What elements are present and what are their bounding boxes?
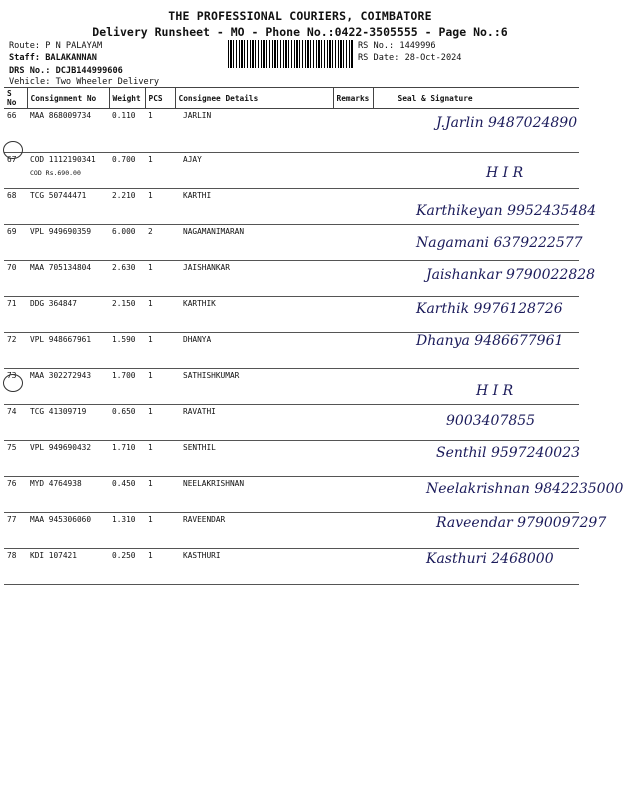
pieces-count [145,297,175,333]
consignment-number-text: COD 1112190341 [30,155,96,164]
signature-cell [373,109,579,153]
table-row [4,225,579,261]
signature-cell [373,369,579,405]
serial-number [4,513,27,549]
consignment-number [27,261,109,297]
handwritten-signature: H I R [486,165,524,181]
signature-cell [373,225,583,261]
serial-number [4,549,27,585]
signature-cell [373,297,579,333]
column-header: PCS [145,88,175,109]
weight-value-text: 6.000 [112,227,136,236]
consignment-number [27,549,109,585]
consignment-number [27,189,109,225]
pieces-count [145,225,175,261]
remarks-cell [333,477,373,513]
consignee-name [175,109,333,153]
pieces-count-text: 1 [148,155,153,164]
consignment-number-text: VPL 949690359 [30,227,92,236]
weight-value-text: 0.650 [112,407,136,416]
runsheet-table [4,87,623,585]
weight-value-text: 0.450 [112,479,136,488]
signature-cell [373,153,579,189]
consignment-number [27,297,109,333]
consignee-name [175,513,333,549]
consignee-name-text: KARTHI [183,191,212,200]
handwritten-signature: H I R [476,383,514,399]
pieces-count [145,333,175,369]
weight-value-text: 1.590 [112,335,136,344]
pieces-count [145,109,175,153]
remarks-cell [333,549,373,585]
consignee-name [175,369,333,405]
pieces-count-text: 1 [148,299,153,308]
remarks-cell [333,225,373,261]
pieces-count-text: 1 [148,335,153,344]
table-row [4,513,579,549]
remarks-cell [333,405,373,441]
consignment-number-text: DDG 364847 [30,299,77,308]
pieces-count [145,513,175,549]
consignee-name-text: RAVATHI [183,407,216,416]
weight-value-text: 0.250 [112,551,136,560]
signature-cell [373,189,597,225]
signature-cell [373,441,579,477]
vehicle-label: Vehicle: Two Wheeler Delivery [9,77,160,87]
weight-value [109,225,145,261]
handwritten-signature: Nagamani 6379222577 [416,235,583,251]
consignment-number-text: VPL 949690432 [30,443,92,452]
consignment-number-text: MAA 302272943 [30,371,92,380]
consignee-name-text: AJAY [183,155,202,164]
consignment-number [27,153,109,189]
serial-number-text: 71 [7,299,17,308]
pieces-count-text: 1 [148,551,153,560]
weight-value-text: 0.110 [112,111,136,120]
consignee-name-text: KARTHIK [183,299,216,308]
column-header: Consignee Details [175,88,333,109]
document-subtitle: Delivery Runsheet - MO - Phone No.:0422-3505555 - Page No.:6 [92,25,508,39]
pieces-count [145,189,175,225]
consignee-name [175,297,333,333]
rs-date: RS Date: 28-Oct-2024 [358,53,462,63]
serial-number-text: 70 [7,263,17,272]
weight-value [109,477,145,513]
handwritten-signature: Karthik 9976128726 [416,301,563,317]
weight-value-text: 2.210 [112,191,136,200]
weight-value [109,369,145,405]
consignment-number-text: MAA 945306060 [30,515,92,524]
pieces-count-text: 1 [148,111,153,120]
consignee-name-text: DHANYA [183,335,212,344]
signature-cell [373,477,623,513]
weight-value [109,549,145,585]
remarks-cell [333,189,373,225]
remarks-cell [333,441,373,477]
remarks-cell [333,153,373,189]
weight-value [109,189,145,225]
pieces-count [145,153,175,189]
serial-number-text: 73 [7,371,17,380]
consignee-name-text: SENTHIL [183,443,216,452]
consignee-name-text: NAGAMANIMARAN [183,227,245,236]
signature-cell [373,261,596,297]
handwritten-signature: J.Jarlin 9487024890 [436,115,578,131]
remarks-cell [333,261,373,297]
serial-number-text: 76 [7,479,17,488]
pieces-count [145,405,175,441]
handwritten-signature: Raveendar 9790097297 [436,515,607,531]
consignment-number [27,369,109,405]
serial-number [4,225,27,261]
consignee-name-text: KASTHURI [183,551,221,560]
weight-value [109,261,145,297]
serial-number [4,261,27,297]
table-row [4,549,579,585]
consignment-number [27,225,109,261]
weight-value-text: 1.310 [112,515,136,524]
barcode [228,40,353,68]
pieces-count-text: 1 [148,263,153,272]
consignee-name [175,153,333,189]
column-header: Weight [109,88,145,109]
weight-value-text: 1.700 [112,371,136,380]
weight-value-text: 0.700 [112,155,136,164]
weight-value [109,405,145,441]
consignee-name [175,225,333,261]
consignment-number-text: MAA 705134804 [30,263,92,272]
weight-value [109,333,145,369]
remarks-cell [333,369,373,405]
consignment-number-text: MAA 868009734 [30,111,92,120]
column-header: Consignment No [27,88,109,109]
consignee-name-text: JARLIN [183,111,212,120]
weight-value [109,513,145,549]
serial-number-text: 66 [7,111,17,120]
table-row [4,109,579,153]
consignee-name [175,477,333,513]
consignment-number [27,477,109,513]
serial-number-text: 69 [7,227,17,236]
handwritten-circle-mark [3,374,23,392]
staff-label: Staff: BALAKANNAN [9,53,97,63]
pieces-count [145,549,175,585]
pieces-count-text: 1 [148,191,153,200]
remarks-cell [333,513,373,549]
weight-value [109,441,145,477]
table-row [4,297,579,333]
consignment-number-text: TCG 41309719 [30,407,87,416]
consignment-number-text: MYD 4764938 [30,479,82,488]
weight-value [109,153,145,189]
serial-number [4,405,27,441]
consignee-name [175,333,333,369]
weight-value [109,297,145,333]
consignee-name-text: NEELAKRISHNAN [183,479,245,488]
weight-value [109,109,145,153]
remarks-cell [333,333,373,369]
handwritten-circle-mark [3,141,23,159]
consignment-number [27,109,109,153]
consignment-number [27,513,109,549]
consignee-name [175,549,333,585]
handwritten-signature: Neelakrishnan 9842235000 [426,481,623,497]
pieces-count-text: 1 [148,515,153,524]
serial-number-text: 72 [7,335,17,344]
pieces-count [145,441,175,477]
serial-number-text: 74 [7,407,17,416]
table-row [4,333,579,369]
consignee-name [175,441,333,477]
column-header: Remarks [333,88,373,109]
document-title: THE PROFESSIONAL COURIERS, COIMBATORE [168,9,432,23]
consignment-number [27,441,109,477]
drs-number: DRS No.: DCJB144999606 [9,66,123,76]
table-row [4,153,579,189]
consignment-number-text: VPL 948667961 [30,335,92,344]
table-row [4,369,579,405]
consignee-name-text: RAVEENDAR [183,515,226,524]
pieces-count [145,261,175,297]
table-row [4,405,579,441]
serial-number-text: 78 [7,551,17,560]
handwritten-signature: Kasthuri 2468000 [426,551,554,567]
table-row [4,441,579,477]
table-row [4,261,579,297]
signature-cell [373,513,607,549]
consignment-number-text: TCG 50744471 [30,191,87,200]
remarks-cell [333,297,373,333]
table-row [4,189,579,225]
pieces-count-text: 1 [148,443,153,452]
serial-number [4,477,27,513]
table-row [4,477,579,513]
signature-cell [373,405,579,441]
consignee-name-text: JAISHANKAR [183,263,230,272]
weight-value-text: 2.150 [112,299,136,308]
pieces-count-text: 1 [148,407,153,416]
consignee-name [175,261,333,297]
handwritten-signature: Senthil 9597240023 [436,445,581,461]
handwritten-signature: Karthikeyan 9952435484 [416,203,597,219]
pieces-count [145,477,175,513]
handwritten-signature: 9003407855 [446,413,536,429]
serial-number-text: 68 [7,191,17,200]
pieces-count-text: 1 [148,371,153,380]
weight-value-text: 2.630 [112,263,136,272]
consignment-number [27,333,109,369]
pieces-count-text: 2 [148,227,153,236]
column-header: Seal & Signature [373,88,579,109]
route-label: Route: P N PALAYAM [9,41,103,51]
remarks-cell [333,109,373,153]
weight-value-text: 1.710 [112,443,136,452]
serial-number-text: 77 [7,515,17,524]
handwritten-signature: Jaishankar 9790022828 [426,267,596,283]
column-header: S No [4,88,27,109]
serial-number [4,441,27,477]
serial-number [4,333,27,369]
signature-cell [373,549,579,585]
consignee-name [175,189,333,225]
consignment-number [27,405,109,441]
cod-amount: COD Rs.690.00 [30,169,81,177]
table-header-row [4,88,579,109]
rs-number: RS No.: 1449996 [358,41,436,51]
handwritten-signature: Dhanya 9486677961 [416,333,564,349]
serial-number-text: 75 [7,443,17,452]
pieces-count [145,369,175,405]
serial-number [4,297,27,333]
serial-number-text: 67 [7,155,17,164]
pieces-count-text: 1 [148,479,153,488]
consignment-number-text: KDI 107421 [30,551,77,560]
serial-number [4,189,27,225]
signature-cell [373,333,579,369]
consignee-name [175,405,333,441]
consignee-name-text: SATHISHKUMAR [183,371,240,380]
